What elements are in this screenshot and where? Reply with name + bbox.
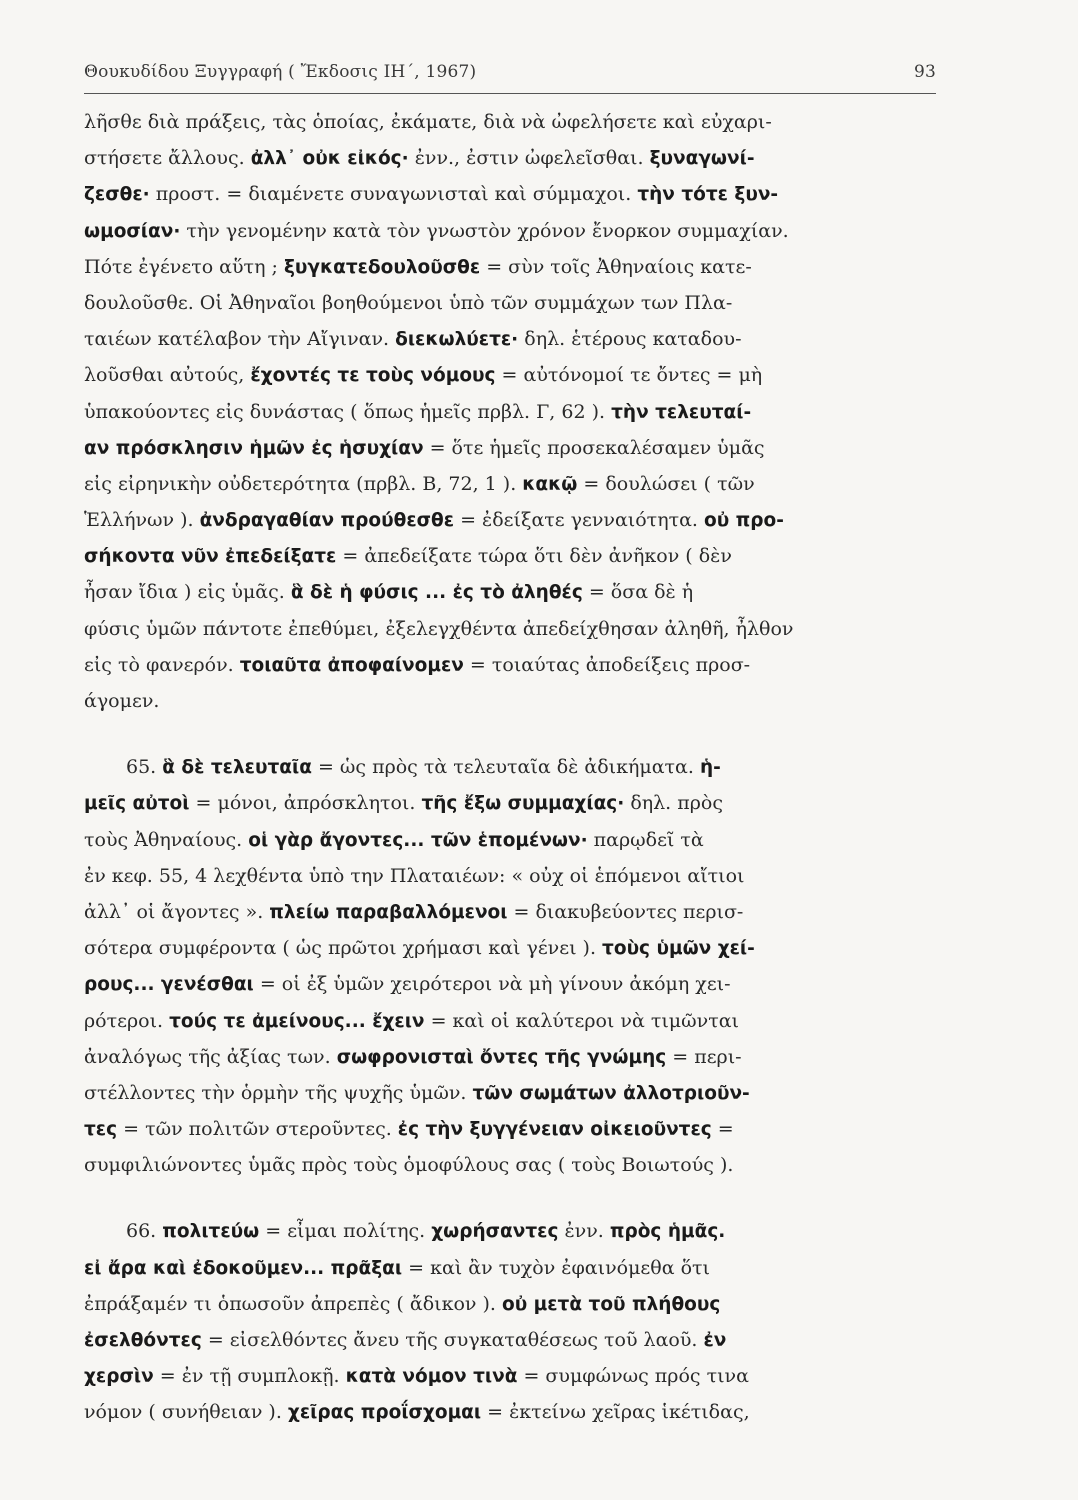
text-line — [84, 1003, 936, 1039]
lemma: ωμοσίαν· — [84, 220, 181, 242]
text-line — [84, 1213, 936, 1249]
text-line — [84, 1394, 936, 1430]
text-line — [84, 538, 936, 574]
lemma: κακῷ — [522, 473, 578, 495]
lemma: ἃ δὲ τελευταῖα — [162, 757, 312, 779]
gloss-text: ἐπράξαμέν τι ὁπωσοῦν ἀπρεπὲς ( ἄδικον ). — [84, 1292, 502, 1315]
page-number: 93 — [913, 62, 936, 82]
gloss-text: ἐνν. — [558, 1220, 610, 1243]
lemma: ξυγκατεδουλοῦσθε — [283, 256, 481, 278]
gloss-text: = ἐδείξατε γενναιότητα. — [454, 509, 704, 532]
gloss-text: ταιέων κατέλαβον τὴν Αἴγιναν. — [84, 328, 396, 351]
running-head-title: Θουκυδίδου Ξυγγραφή ( Ἔκδοσις ΙΗ΄, 1967) — [84, 62, 477, 82]
lemma: χεῖρας προΐσχομαι — [287, 1402, 482, 1424]
gloss-text: τὴν γενομένην κατὰ τὸν γνωστὸν χρόνον ἔνορκον συμμαχίαν. — [180, 219, 789, 242]
lemma: χωρήσαντες — [431, 1221, 559, 1243]
gloss-text: τοὺς Ἀθηναίους. — [84, 828, 249, 851]
text-line — [84, 894, 936, 930]
gloss-text: = ἐν τῇ συμπλοκῇ. — [153, 1365, 346, 1388]
gloss-text: = αὐτόνομοί τε ὄντες = μὴ — [495, 364, 763, 387]
text-line — [84, 749, 936, 785]
lemma: ζεσθε· — [84, 184, 150, 206]
text-line — [84, 785, 936, 821]
lemma: τοὺς ὑμῶν χεί- — [602, 938, 755, 960]
gloss-text: = συμφώνως πρός τινα — [517, 1365, 749, 1388]
gloss-text: ἀναλόγως τῆς ἀξίας των. — [84, 1045, 337, 1068]
lemma: ἀνδραγαθίαν προύθεσθε — [199, 510, 455, 532]
lemma: τῆς ἔξω συμμαχίας· — [421, 793, 625, 815]
gloss-text: λῆσθε διὰ πράξεις, τὰς ὁποίας, ἐκάματε, διὰ νὰ ὠφελήσετε καὶ εὐχαρι- — [84, 111, 772, 133]
text-line — [84, 140, 936, 176]
gloss-text: στήσετε ἄλλους. — [84, 147, 251, 170]
gloss-text: ἀλλ᾽ οἱ ἄγοντες ». — [84, 900, 270, 923]
lemma: ἃ δὲ ἡ φύσις ... ἐς τὸ ἀληθές — [290, 582, 583, 604]
lemma: οἱ γὰρ ἄγοντες... τῶν ἑπομένων· — [248, 829, 588, 851]
gloss-text: = ὡς πρὸς τὰ τελευταῖα δὲ ἀδικήματα. — [311, 756, 700, 779]
lemma: τοιαῦτα ἀποφαίνομεν — [239, 654, 464, 676]
text-line — [84, 1111, 936, 1147]
gloss-text: νόμον ( συνήθειαν ). — [84, 1401, 288, 1424]
lemma: σωφρονισταὶ ὄντες τῆς γνώμης — [336, 1046, 667, 1068]
text-line — [84, 104, 936, 140]
text-line — [84, 611, 936, 647]
lemma: τῶν σωμάτων ἀλλοτριοῦν- — [472, 1082, 750, 1104]
lemma: ἐς τὴν ξυγγένειαν οἰκειοῦντες — [397, 1119, 712, 1141]
lemma: πρὸς ἡμᾶς. — [609, 1221, 726, 1243]
gloss-text: ὑπακούοντες εἰς δυνάστας ( ὅπως ἡμεῖς πρβλ. Γ, 62 ). — [84, 400, 612, 423]
gloss-text: ἦσαν ἴδια ) εἰς ὑμᾶς. — [84, 581, 291, 604]
text-line — [84, 213, 936, 249]
lemma: αν πρόσκλησιν ἡμῶν ἐς ἡσυχίαν — [84, 437, 424, 459]
text-line — [84, 249, 936, 285]
text-line — [84, 394, 936, 430]
gloss-text: = ὅτε ἡμεῖς προσεκαλέσαμεν ὑμᾶς — [423, 436, 765, 459]
lemma: εἰ ἄρα καὶ ἐδοκοῦμεν... πρᾶξαι — [84, 1257, 403, 1279]
lemma: οὐ μετὰ τοῦ πλήθους — [502, 1293, 721, 1315]
gloss-text: = τοιαύτας ἀποδείξεις προσ- — [463, 653, 751, 676]
gloss-text: = σὺν τοῖς Ἀθηναίοις κατε- — [480, 255, 752, 278]
text-line — [84, 1358, 936, 1394]
lemma: ἡ- — [699, 757, 721, 779]
gloss-text: λοῦσθαι αὐτούς, — [84, 364, 251, 387]
lemma: οὐ προ- — [704, 510, 784, 532]
gloss-text: προστ. = διαμένετε συναγωνισταὶ καὶ σύμμαχοι. — [149, 183, 638, 206]
text-line — [84, 466, 936, 502]
header-rule — [84, 93, 936, 94]
text-line — [84, 930, 936, 966]
gloss-text: άγομεν. — [84, 690, 160, 712]
paragraph-gap — [84, 1183, 936, 1213]
gloss-text: σότερα συμφέροντα ( ὡς πρῶτοι χρήμασι καὶ γένει ). — [84, 937, 603, 960]
text-line — [84, 430, 936, 466]
gloss-text: εἰς τὸ φανερόν. — [84, 653, 240, 676]
gloss-text: = καὶ οἱ καλύτεροι νὰ τιμῶνται — [424, 1009, 739, 1032]
gloss-text: δηλ. πρὸς — [624, 792, 724, 815]
lemma: πολιτεύω — [162, 1221, 260, 1243]
text-line — [84, 574, 936, 610]
gloss-text: Ἑλλήνων ). — [84, 509, 200, 532]
gloss-text: στέλλοντες τὴν ὁρμὴν τῆς ψυχῆς ὑμῶν. — [84, 1081, 473, 1104]
text-line — [84, 1075, 936, 1111]
gloss-text: εἰς εἰρηνικὴν οὐδετερότητα (πρβλ. Β, 72, 1 ). — [84, 472, 523, 495]
text-line — [84, 321, 936, 357]
gloss-text: = ἀπεδείξατε τώρα ὅτι δὲν ἀνῆκον ( δὲν — [336, 545, 732, 568]
gloss-text: = εἰσελθόντες ἄνευ τῆς συγκαταθέσεως τοῦ λαοῦ. — [201, 1329, 704, 1351]
gloss-text: ρότεροι. — [84, 1009, 170, 1032]
lemma: κατὰ νόμον τινὰ — [345, 1366, 518, 1388]
gloss-text: = εἶμαι πολίτης. — [259, 1220, 432, 1243]
lemma: σήκοντα νῦν ἐπεδείξατε — [84, 546, 337, 568]
lemma: ρους... γενέσθαι — [84, 974, 254, 996]
gloss-text: δουλοῦσθε. Οἱ Ἀθηναῖοι βοηθούμενοι ὑπὸ τῶν συμμάχων των Πλα- — [84, 291, 733, 314]
lemma: ἀλλ᾽ οὐκ εἰκός· — [250, 148, 409, 170]
text-line — [84, 1286, 936, 1322]
text-line — [84, 966, 936, 1002]
text-line — [84, 858, 936, 894]
gloss-text: = περι- — [666, 1045, 742, 1068]
gloss-text: = ὅσα δὲ ἡ — [582, 581, 694, 604]
gloss-text: = τῶν πολιτῶν στεροῦντες. — [117, 1118, 398, 1141]
text-line — [84, 357, 936, 393]
gloss-text: = δουλώσει ( τῶν — [577, 472, 755, 495]
gloss-text: 65. — [126, 756, 163, 779]
text-line — [84, 502, 936, 538]
lemma: ἐν — [703, 1330, 727, 1351]
text-line — [84, 1322, 936, 1358]
lemma: μεῖς αὐτοὶ — [84, 793, 190, 815]
lemma: τες — [84, 1119, 118, 1141]
gloss-text: = οἱ ἐξ ὑμῶν χειρότεροι νὰ μὴ γίνουν ἀκόμη χει- — [253, 973, 731, 996]
gloss-text: = — [711, 1118, 734, 1141]
gloss-text: Πότε ἐγένετο αὕτη ; — [84, 255, 284, 278]
text-line — [84, 1147, 936, 1183]
gloss-text: = διακυβεύοντες περισ- — [507, 900, 744, 923]
text-line — [84, 822, 936, 858]
lemma: τὴν τότε ξυν- — [637, 184, 779, 206]
text-line — [84, 1039, 936, 1075]
lemma: τούς τε ἀμείνους... ἔχειν — [169, 1010, 425, 1032]
lemma: ἐσελθόντες — [84, 1330, 202, 1351]
running-head — [84, 62, 936, 88]
gloss-text: συμφιλιώνοντες ὑμᾶς πρὸς τοὺς ὁμοφύλους σας ( τοὺς Βοιωτούς ). — [84, 1154, 734, 1177]
gloss-text: δηλ. ἑτέρους καταδου- — [518, 328, 742, 351]
lemma: ἔχοντές τε τοὺς νόμους — [250, 365, 496, 387]
text-line — [84, 176, 936, 212]
gloss-text: ἐν κεφ. 55, 4 λεχθέντα ὑπὸ την Πλαταιέων: « οὐχ οἱ ἑπόμενοι αἴτιοι — [84, 864, 745, 887]
gloss-text: 66. — [126, 1220, 163, 1243]
lemma: πλείω παραβαλλόμενοι — [269, 901, 508, 923]
lemma: διεκωλύετε· — [395, 329, 519, 351]
lemma: ξυναγωνί- — [649, 148, 755, 170]
gloss-text: παρῳδεῖ τὰ — [587, 828, 704, 851]
commentary-text — [84, 104, 936, 1431]
gloss-text: = ἐκτείνω χεῖρας ἱκέτιδας, — [481, 1401, 750, 1424]
text-line — [84, 647, 936, 683]
gloss-text: φύσις ὑμῶν πάντοτε ἐπεθύμει, ἐξελεγχθέντα ἀπεδείχθησαν ἀληθῆ, ἦλθον — [84, 617, 794, 640]
text-line — [84, 285, 936, 321]
lemma: χερσὶν — [84, 1366, 154, 1388]
paragraph-gap — [84, 719, 936, 749]
lemma: τὴν τελευταί- — [611, 401, 752, 423]
text-line — [84, 683, 936, 719]
gloss-text: = καὶ ἂν τυχὸν ἐφαινόμεθα ὅτι — [402, 1256, 710, 1279]
gloss-text: = μόνοι, ἀπρόσκλητοι. — [189, 792, 422, 815]
text-line — [84, 1250, 936, 1286]
gloss-text: ἐνν., ἐστιν ὠφελεῖσθαι. — [408, 147, 650, 170]
